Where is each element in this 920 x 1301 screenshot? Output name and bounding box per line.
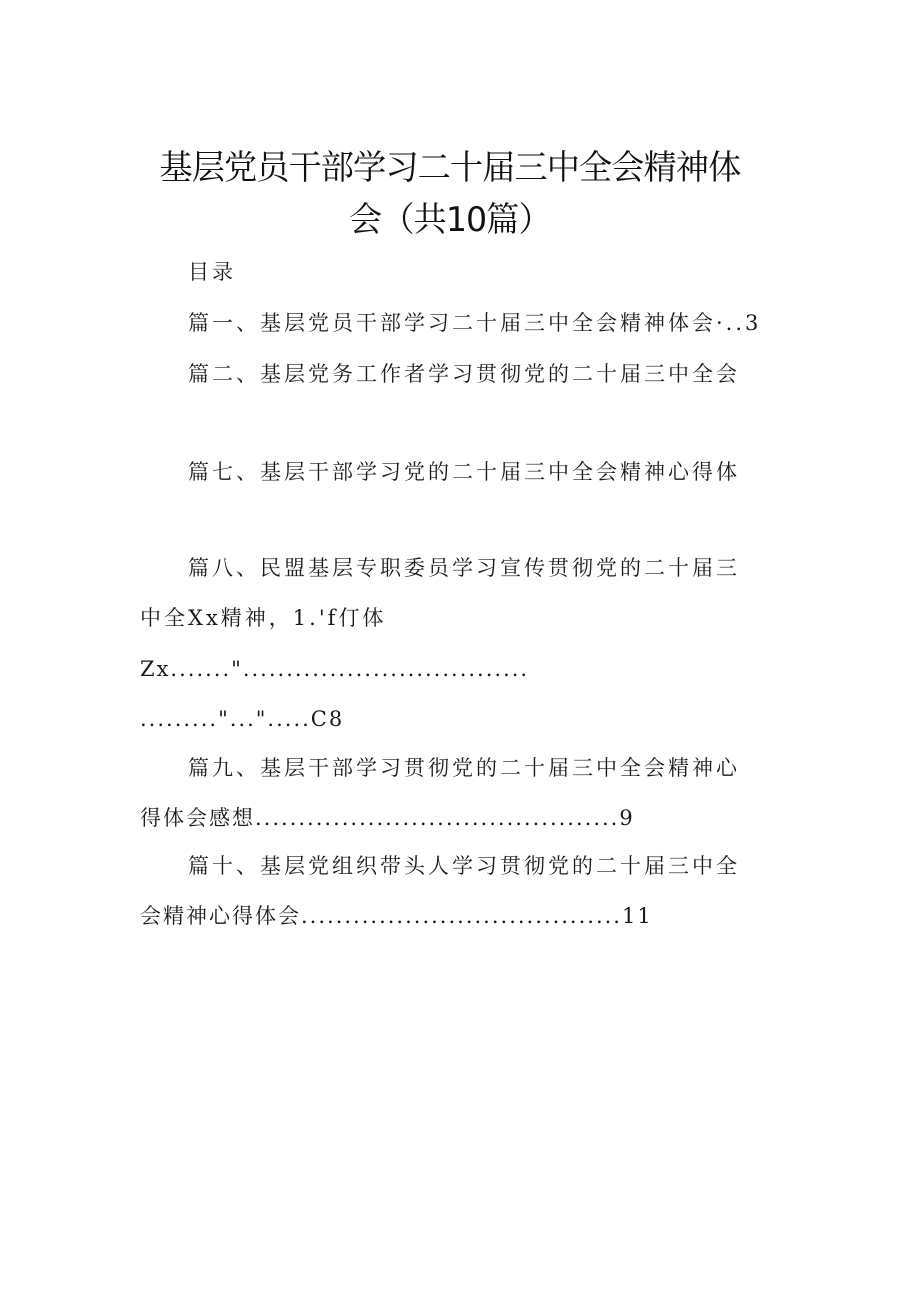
toc-entry-10-line-2: 会精神心得体会.....................................11 — [140, 904, 653, 928]
document-title-line-2: 会（共10篇） — [349, 200, 551, 240]
toc-entry-8-line-1: 篇八、民盟基层专职委员学习宣传贯彻党的二十届三 — [188, 556, 740, 580]
toc-heading: 目录 — [188, 260, 236, 284]
toc-entry-8-line-2: 中全Xx精神，1.'f仃体 — [140, 606, 387, 630]
toc-entry-1: 篇一、基层党员干部学习二十届三中全会精神体会·..3 — [188, 311, 762, 335]
document-title-line-1: 基层党员干部学习二十届三中全会精神体 — [159, 148, 741, 188]
toc-entry-9-line-1: 篇九、基层干部学习贯彻党的二十届三中全会精神心 — [188, 756, 740, 780]
toc-entry-10-line-1: 篇十、基层党组织带头人学习贯彻党的二十届三中全 — [188, 854, 740, 878]
toc-entry-2: 篇二、基层党务工作者学习贯彻党的二十届三中全会 — [188, 362, 740, 386]
toc-entry-7: 篇七、基层干部学习党的二十届三中全会精神心得体 — [188, 460, 740, 484]
toc-entry-8-line-3: Zx......."................................. — [140, 657, 530, 681]
toc-entry-8-line-4: ........."...".....C8 — [140, 707, 345, 731]
toc-entry-9-line-2: 得体会感想..........................................9 — [140, 806, 635, 830]
